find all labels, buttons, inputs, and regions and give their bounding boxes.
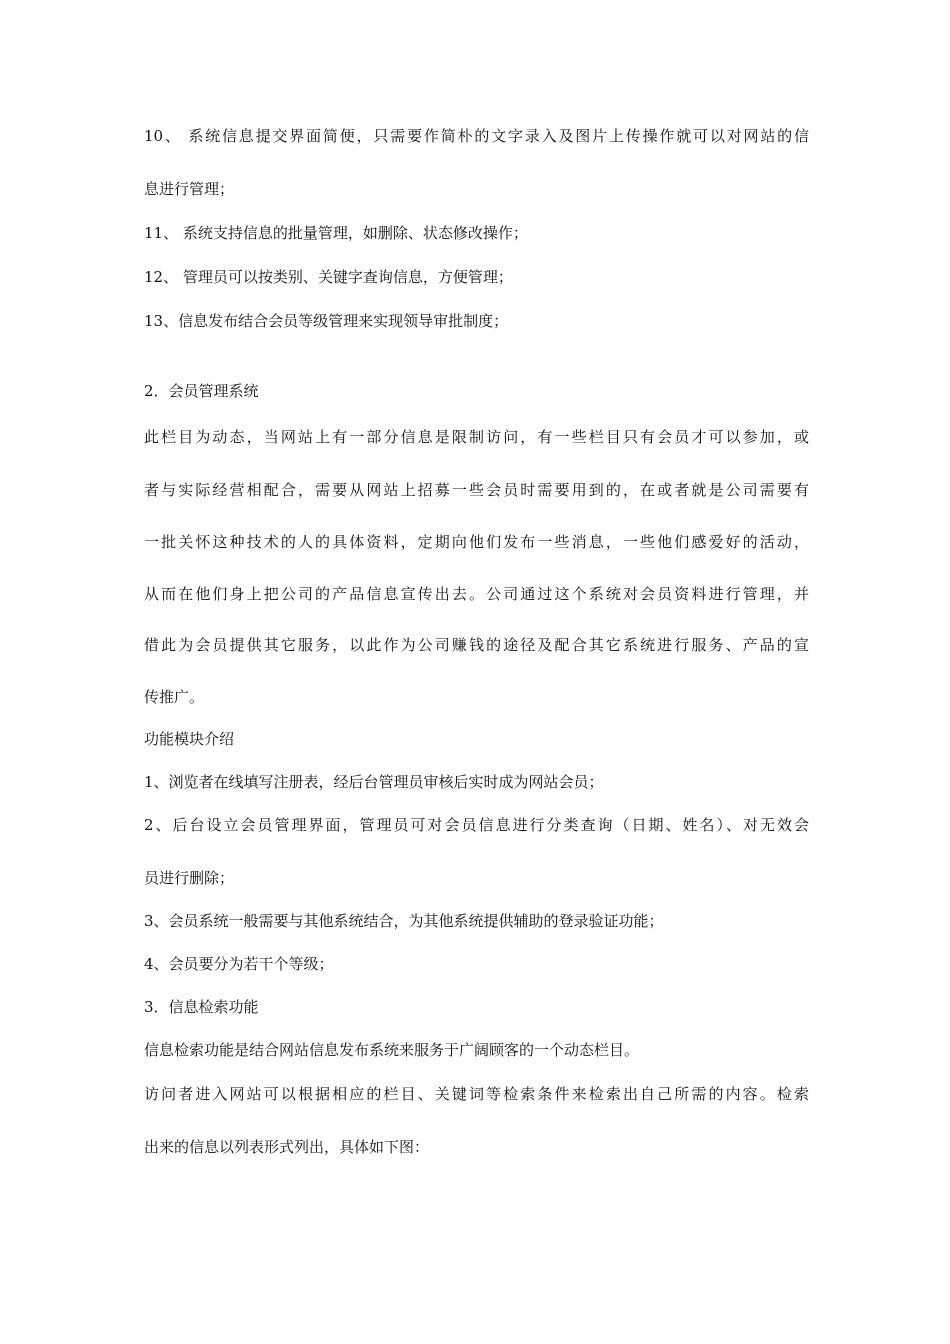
search-paragraph-line-2: 访问者进入网站可以根据相应的栏目、关键词等检索条件来检索出自己所需的内容。检索 <box>144 1085 809 1103</box>
module-item-3: 3、会员系统一般需要与其他系统结合，为其他系统提供辅助的登录验证功能； <box>144 912 664 930</box>
paragraph-line-1: 此栏目为动态，当网站上有一部分信息是限制访问，有一些栏目只有会员才可以参加，或 <box>144 428 809 446</box>
paragraph-line-5: 借此为会员提供其它服务，以此作为公司赚钱的途径及配合其它系统进行服务、产品的宣 <box>144 636 809 654</box>
paragraph-line-2: 者与实际经营相配合，需要从网站上招募一些会员时需要用到的，在或者就是公司需要有 <box>144 481 809 499</box>
search-paragraph-line-3: 出来的信息以列表形式列出，具体如下图： <box>144 1138 430 1156</box>
text-line-item-10: 10、 系统信息提交界面简便，只需要作简朴的文字录入及图片上传操作就可以对网站的信 <box>144 127 809 145</box>
text-line-item-12: 12、 管理员可以按类别、关键字查询信息，方便管理； <box>144 268 513 286</box>
module-item-2-cont: 员进行删除； <box>144 869 235 887</box>
section-heading-member-system: 2．会员管理系统 <box>144 382 259 400</box>
text-line-item-13: 13、信息发布结合会员等级管理来实现领导审批制度； <box>144 312 509 330</box>
module-item-4: 4、会员要分为若干个等级； <box>144 955 334 973</box>
search-paragraph-line-1: 信息检索功能是结合网站信息发布系统来服务于广阔顾客的一个动态栏目。 <box>144 1041 640 1059</box>
paragraph-line-3: 一批关怀这种技术的人的具体资料，定期向他们发布一些消息，一些他们感爱好的活动， <box>144 533 809 551</box>
paragraph-line-6: 传推广。 <box>144 688 205 706</box>
subheading-function-modules: 功能模块介绍 <box>144 730 235 748</box>
module-item-1: 1、浏览者在线填写注册表，经后台管理员审核后实时成为网站会员； <box>144 773 604 791</box>
text-line-item-11: 11、 系统支持信息的批量管理，如删除、状态修改操作； <box>144 224 528 242</box>
paragraph-line-4: 从而在他们身上把公司的产品信息宣传出去。公司通过这个系统对会员资料进行管理，并 <box>144 585 809 603</box>
section-heading-search: 3．信息检索功能 <box>144 998 259 1016</box>
module-item-2: 2、后台设立会员管理界面，管理员可对会员信息进行分类查询（日期、姓名）、对无效会 <box>144 816 809 834</box>
text-line-item-10-cont: 息进行管理； <box>144 180 235 198</box>
